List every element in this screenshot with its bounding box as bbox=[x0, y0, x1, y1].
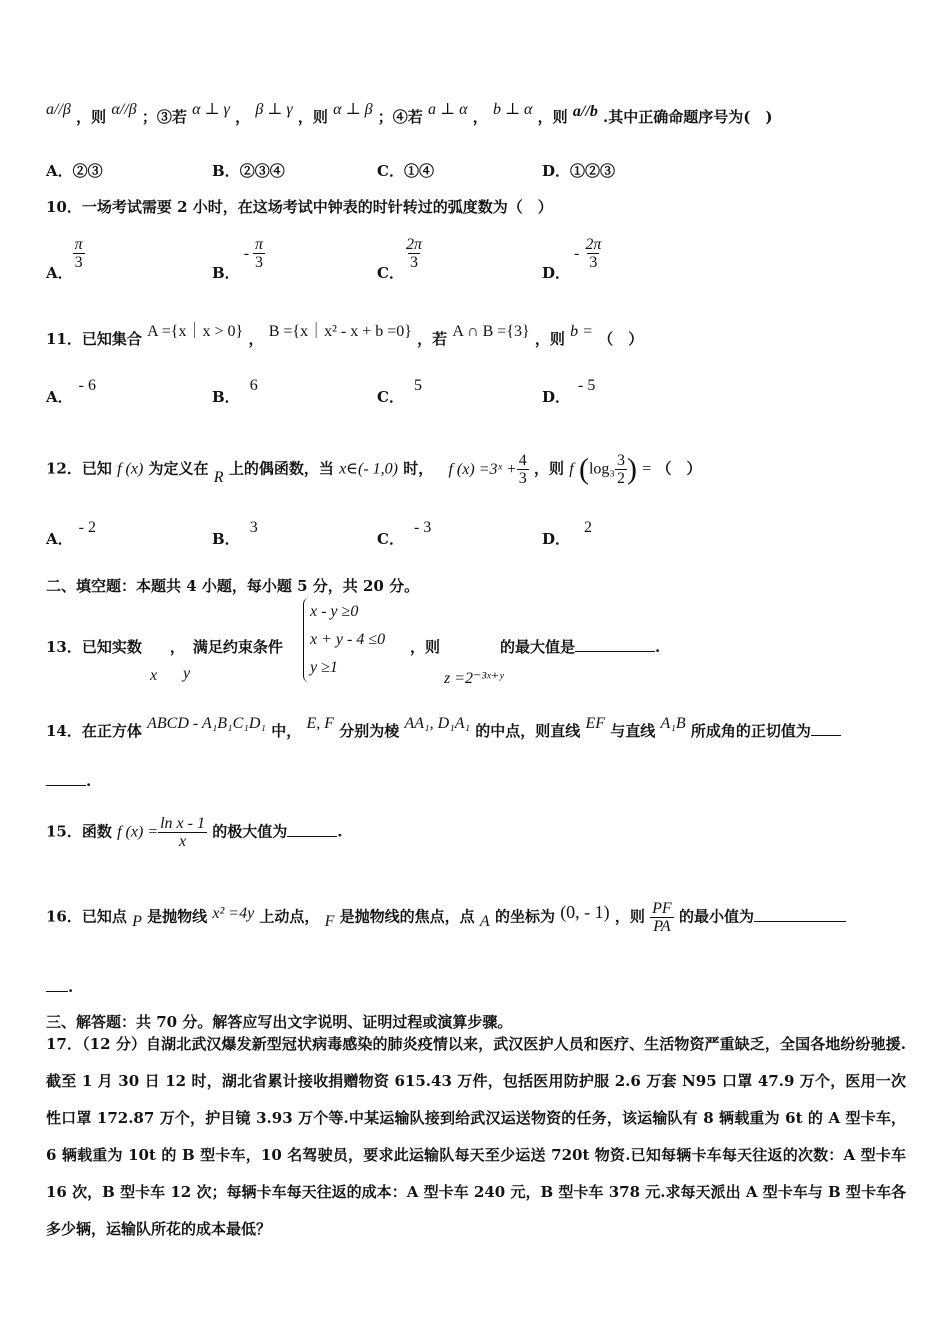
math-expr: a//b bbox=[572, 103, 598, 120]
denominator: 3 bbox=[589, 254, 598, 271]
text: 所成角的正切值为 bbox=[690, 722, 811, 740]
math-expr: EF bbox=[585, 715, 606, 732]
math-expr: f (x) = bbox=[117, 823, 159, 841]
math-expr: f (x) bbox=[117, 460, 144, 478]
text: 13．已知实数 bbox=[46, 638, 142, 656]
math-expr: F bbox=[324, 912, 335, 930]
text: 的坐标为 bbox=[494, 907, 555, 926]
text: 与直线 bbox=[610, 722, 656, 740]
text: . bbox=[86, 772, 92, 790]
text: 是抛物线的焦点，点 bbox=[339, 907, 475, 926]
fraction bbox=[158, 815, 207, 850]
section-2-heading: 二、填空题：本题共 4 小题，每小题 5 分，共 20 分。 bbox=[46, 577, 420, 595]
denominator: PA bbox=[653, 918, 671, 935]
math-expr: f (x) =3ˣ + bbox=[448, 460, 517, 478]
section-3-heading: 三、解答题：共 70 分。解答应写出文字说明、证明过程或演算步骤。 bbox=[46, 1013, 513, 1031]
option-label: D． bbox=[542, 530, 571, 548]
answer-blank[interactable] bbox=[287, 836, 337, 837]
q12-option-c bbox=[377, 519, 432, 549]
option-value: 5 bbox=[413, 377, 422, 394]
denominator: 2 bbox=[617, 470, 625, 487]
option-label: A． bbox=[46, 263, 73, 282]
option-text: ②③④ bbox=[239, 162, 285, 180]
text: ，则 bbox=[534, 330, 565, 348]
math-expr: α ⊥ γ bbox=[192, 101, 230, 118]
paren-left: ( bbox=[578, 452, 589, 486]
option-value: 6 bbox=[249, 377, 258, 394]
text: ，则 bbox=[534, 459, 565, 478]
math-expr: A₁B bbox=[660, 715, 686, 732]
text: ，则 bbox=[537, 108, 568, 126]
text: 11．已知集合 bbox=[46, 330, 142, 348]
option-label: D． bbox=[542, 162, 571, 180]
constraint-2: x + y - 4 ≤0 bbox=[310, 631, 386, 648]
option-label: B． bbox=[212, 530, 240, 548]
fraction bbox=[517, 452, 529, 487]
math-expr: ABCD - A₁B₁C₁D₁ bbox=[147, 715, 266, 732]
text: . bbox=[337, 822, 343, 841]
text: ，若 bbox=[417, 330, 448, 348]
math-expr: β ⊥ γ bbox=[255, 101, 293, 118]
math-expr: x∈(- 1,0) bbox=[339, 460, 398, 478]
option-label: D． bbox=[542, 263, 571, 282]
answer-blank[interactable] bbox=[754, 921, 846, 922]
text: ， bbox=[248, 330, 264, 348]
numerator: PF bbox=[652, 900, 672, 917]
text: ，则 bbox=[614, 907, 645, 926]
q9-option-c bbox=[377, 160, 434, 181]
q11-option-d bbox=[542, 377, 596, 407]
math-expr: E, F bbox=[306, 715, 334, 732]
text: ， bbox=[472, 108, 488, 126]
math-expr: B ={x｜x² - x + b =0} bbox=[268, 323, 412, 340]
numerator: 4 bbox=[518, 452, 527, 469]
numerator: 3 bbox=[617, 452, 625, 469]
math-expr: P bbox=[132, 912, 142, 930]
option-text: ②③ bbox=[72, 162, 103, 180]
option-text: ①②③ bbox=[570, 162, 616, 180]
math-expr: (0, - 1) bbox=[560, 901, 610, 922]
constraint-1: x - y ≥0 bbox=[310, 603, 359, 620]
math-expr: a ⊥ α bbox=[428, 101, 468, 118]
fraction bbox=[404, 236, 424, 271]
text: ，则 bbox=[76, 108, 107, 126]
math-expr: b ⊥ α bbox=[492, 101, 533, 118]
q9-statement bbox=[46, 101, 773, 127]
text: 中， bbox=[271, 722, 302, 740]
text: ， bbox=[169, 638, 185, 656]
option-label: C． bbox=[377, 530, 404, 548]
text: 14．在正方体 bbox=[46, 722, 142, 740]
numerator: ln x - 1 bbox=[160, 815, 205, 832]
fraction bbox=[583, 236, 603, 271]
math-expr: α//β bbox=[111, 101, 137, 118]
text: 的中点，则直线 bbox=[475, 722, 581, 740]
math-expr: x² =4y bbox=[212, 904, 255, 922]
answer-blank[interactable] bbox=[46, 785, 86, 786]
text: . bbox=[68, 978, 74, 996]
text: 满足约束条件 bbox=[192, 638, 283, 656]
text: 的最小值为 bbox=[678, 907, 754, 926]
math-expr: = bbox=[642, 460, 652, 478]
q10-stem: 10．一场考试需要 2 小时，在这场考试中钟表的时针转过的弧度数为（ ） bbox=[46, 198, 553, 216]
q14-continuation bbox=[46, 772, 91, 790]
text: （ ） bbox=[656, 459, 702, 478]
var-y: y bbox=[183, 665, 191, 682]
math-expr: b = bbox=[570, 323, 593, 340]
text: ， bbox=[235, 108, 251, 126]
denominator: 3 bbox=[518, 470, 527, 487]
q13-stem bbox=[46, 636, 283, 657]
q11-option-a bbox=[46, 377, 96, 407]
fraction bbox=[253, 236, 265, 271]
option-text: ①④ bbox=[403, 162, 434, 180]
text: （ ） bbox=[598, 330, 644, 348]
text: 为定义在 bbox=[148, 459, 209, 478]
answer-blank[interactable] bbox=[575, 651, 655, 652]
sign: - bbox=[574, 244, 580, 262]
q12-option-d bbox=[542, 519, 593, 549]
q17-text: 17．（12 分）自湖北武汉爆发新型冠状病毒感染的肺炎疫情以来，武汉医护人员和医疗、生活物资严重缺乏，全国各地纷纷驰援.截至 1 月 30 日 12 时，湖北省累计接收捐赠物资 615.43 万件，包括医用防护服 2.6 万套 N95 口罩 47.9 万个，医用一次性口罩 172.87 万个，护目镜 3.93 万个等.中某运输队接到给武汉运送物资的任务，该运输队有 8 辆载重为 6t 的 A 型卡车，6 辆载重为 10t 的 B 型卡车，10 名驾驶员，要求此运输队每天至少运送 720t 物资.已知每辆卡车每天往返的次数：A 型卡车 16 次，B 型卡车 12 次；每辆卡车每天往返的成本：A 型卡车 240 元，B 型卡车 378 元.求每天派出 A 型卡车与 B 型卡车各多少辆，运输队所花的成本最低？ bbox=[46, 1035, 906, 1238]
option-label: C． bbox=[377, 263, 404, 282]
numerator: π bbox=[255, 236, 264, 253]
denominator: 3 bbox=[74, 254, 83, 271]
q15-stem bbox=[46, 815, 342, 850]
q12-option-b bbox=[212, 519, 258, 549]
option-value: - 3 bbox=[413, 519, 432, 536]
denominator: 3 bbox=[409, 254, 418, 271]
text: 15．函数 bbox=[46, 822, 112, 841]
option-value: - 6 bbox=[78, 377, 96, 394]
math-expr: f bbox=[569, 460, 574, 478]
constraint-system bbox=[303, 598, 414, 682]
math-expr: A ={x｜x > 0} bbox=[147, 323, 244, 340]
q13-tail bbox=[410, 636, 660, 657]
denominator: x bbox=[178, 833, 187, 850]
q11-option-c bbox=[377, 377, 422, 407]
text: ；④若 bbox=[377, 108, 423, 126]
q14-stem bbox=[46, 715, 841, 741]
math-expr: AA₁, D₁A₁ bbox=[404, 715, 471, 732]
option-label: B． bbox=[212, 388, 240, 406]
option-label: B． bbox=[212, 263, 240, 282]
text: 12．已知 bbox=[46, 459, 112, 478]
q12-stem bbox=[46, 452, 702, 487]
text: 上动点， bbox=[259, 907, 320, 926]
option-label: D． bbox=[542, 388, 571, 406]
text: 分别为棱 bbox=[339, 722, 400, 740]
text: 的最大值是 bbox=[500, 638, 576, 656]
var-x: x bbox=[150, 667, 158, 684]
text: 16．已知点 bbox=[46, 907, 127, 926]
text: ；③若 bbox=[141, 108, 187, 126]
math-expr: α ⊥ β bbox=[333, 101, 373, 118]
answer-blank[interactable] bbox=[46, 991, 68, 992]
q9-option-b bbox=[212, 160, 285, 181]
numerator: 2π bbox=[405, 236, 422, 253]
math-expr: a//β bbox=[46, 101, 71, 118]
option-label: C． bbox=[377, 388, 404, 406]
fraction bbox=[73, 236, 85, 271]
text: .其中正确命题序号为( ) bbox=[603, 108, 773, 126]
text: 时， bbox=[403, 459, 434, 478]
option-label: A． bbox=[46, 162, 73, 180]
option-value: 2 bbox=[584, 519, 593, 536]
math-expr: log₃ bbox=[588, 460, 615, 478]
option-label: A． bbox=[46, 530, 73, 548]
q12-option-a bbox=[46, 519, 96, 549]
option-value: 3 bbox=[249, 519, 258, 536]
option-label: A． bbox=[46, 388, 73, 406]
q9-option-d bbox=[542, 160, 615, 181]
text: ，则 bbox=[410, 638, 441, 656]
answer-blank[interactable] bbox=[811, 735, 841, 736]
q10-option-d bbox=[542, 236, 603, 282]
paren-right: ) bbox=[627, 452, 637, 486]
constraint-3: y ≥1 bbox=[310, 659, 338, 676]
denominator: 3 bbox=[255, 254, 264, 271]
q16-continuation bbox=[46, 978, 73, 996]
q9-option-a bbox=[46, 160, 103, 181]
q16-stem bbox=[46, 900, 846, 935]
numerator: 2π bbox=[585, 236, 602, 253]
option-label: C． bbox=[377, 162, 404, 180]
fraction bbox=[615, 452, 627, 487]
q10-option-a bbox=[46, 236, 85, 282]
q11-stem bbox=[46, 323, 644, 349]
math-expr: A bbox=[479, 912, 490, 930]
fraction bbox=[650, 900, 674, 935]
text: 是抛物线 bbox=[147, 907, 208, 926]
option-label: B． bbox=[212, 162, 240, 180]
text: . bbox=[655, 638, 661, 656]
numerator: π bbox=[74, 236, 83, 253]
option-value: - 2 bbox=[78, 519, 96, 536]
objective-z: z =2⁻³ˣ⁺ʸ bbox=[444, 670, 504, 687]
math-expr: R bbox=[213, 468, 224, 486]
math-expr: A ∩ B ={3} bbox=[452, 323, 530, 340]
text: 的极大值为 bbox=[212, 822, 288, 841]
text: 上的偶函数，当 bbox=[228, 459, 334, 478]
q10-option-c bbox=[377, 236, 424, 282]
sign: - bbox=[243, 244, 250, 262]
q11-option-b bbox=[212, 377, 258, 407]
text: ，则 bbox=[297, 108, 328, 126]
q10-option-b bbox=[212, 236, 265, 282]
option-value: - 5 bbox=[578, 377, 596, 394]
